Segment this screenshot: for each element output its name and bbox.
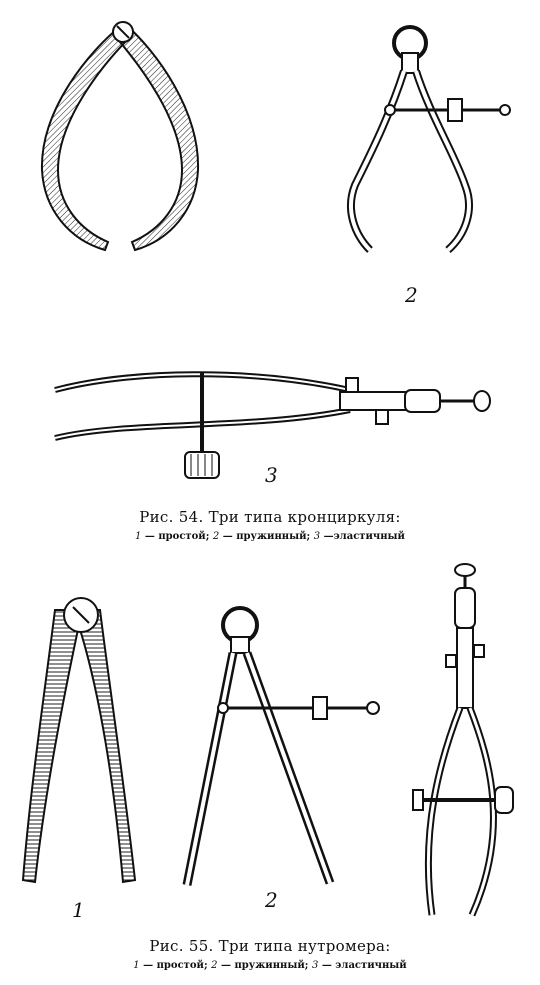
fig54-legend-num-2: 2 — [212, 531, 220, 542]
elastic-inside-caliper-illustration — [410, 560, 530, 925]
fig54-caption: Рис. 54. Три типа кронциркуля: — [139, 508, 401, 526]
fig54-legend-text-1: — простой; — [141, 531, 210, 542]
spring-caliper-illustration — [330, 15, 520, 265]
fig54-number-2: 2 — [405, 283, 418, 307]
fig55-caption: Рис. 55. Три типа нутромера: — [149, 937, 391, 955]
fig55-legend — [0, 960, 540, 971]
simple-inside-caliper-illustration — [15, 590, 155, 900]
fig54-legend-num-3: 3 — [313, 531, 321, 542]
fig54-legend-text-3: —эластичный — [320, 531, 405, 542]
fig55-legend-text-1: — простой; — [139, 960, 208, 971]
fig54-legend-text-2: — пружинный; — [219, 531, 311, 542]
fig55-legend-text-2: — пружинный; — [217, 960, 309, 971]
fig55-legend-num-1: 1 — [133, 960, 140, 971]
fig55-legend-num-3: 3 — [311, 960, 319, 971]
fig55-legend-text-3: — эластичный — [318, 960, 407, 971]
fig54-number-3: 3 — [265, 463, 278, 487]
fig55-number-1: 1 — [72, 898, 85, 922]
fig55-number-2: 2 — [265, 888, 278, 912]
fig54-legend-num-1: 1 — [135, 531, 142, 542]
simple-caliper-illustration — [30, 10, 210, 260]
fig54-legend — [0, 531, 540, 542]
spring-inside-caliper-illustration — [175, 595, 385, 895]
fig55-legend-num-2: 2 — [211, 960, 218, 971]
